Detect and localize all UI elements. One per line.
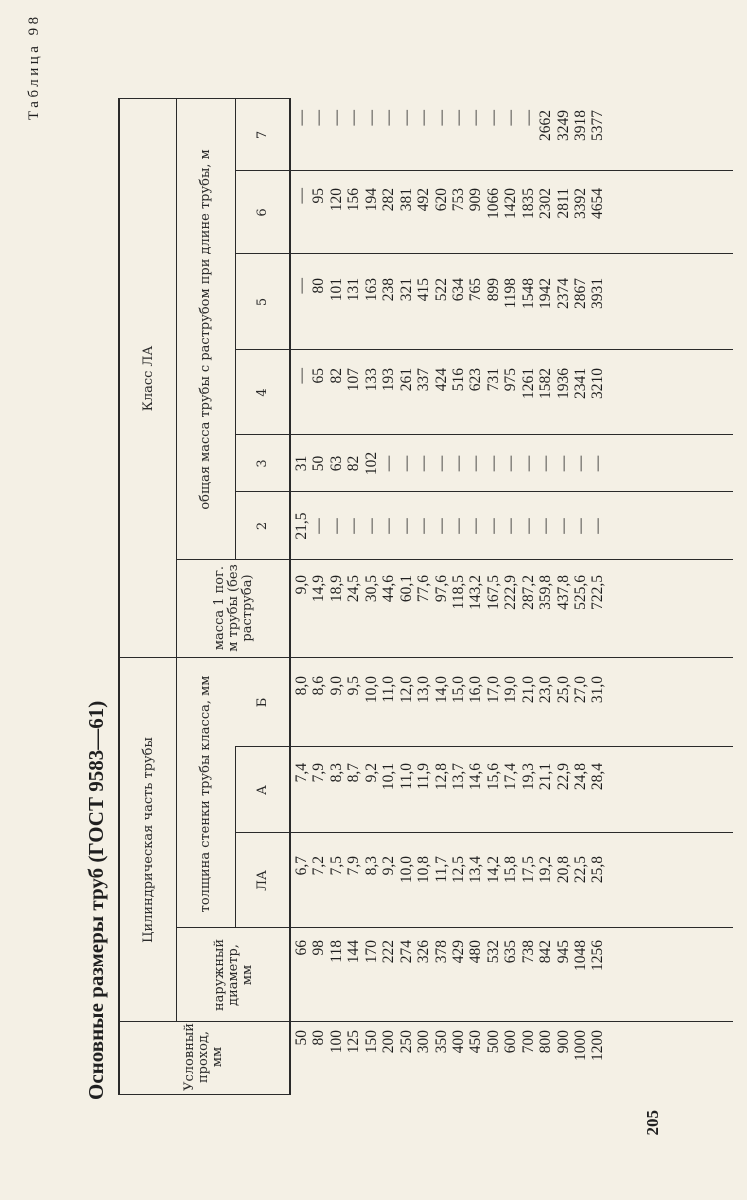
table-cell: 10,1 [380, 763, 398, 791]
table-cell: 600 [502, 1030, 520, 1054]
header-wall-la: ЛА [255, 870, 270, 891]
col-mass-4m [293, 368, 730, 430]
table-cell: 492 [415, 188, 433, 212]
table-cell: 222 [380, 940, 398, 964]
header-outer-diameter: наружный диаметр, мм [212, 938, 255, 1012]
table-cell: 28,4 [589, 763, 607, 791]
table-cell: 19,3 [519, 763, 537, 791]
table-cell: 378 [432, 940, 450, 964]
table-cell: 13,7 [449, 763, 467, 791]
table-cell: 17,5 [519, 856, 537, 884]
table-cell: 765 [467, 278, 485, 302]
table-cell: — [502, 455, 520, 472]
table-cell: — [327, 110, 345, 126]
table-cell: 21,0 [519, 676, 537, 704]
table-cell: 326 [415, 940, 433, 964]
table-cell: 24,5 [345, 575, 363, 603]
table-cell: 359,8 [537, 575, 555, 610]
table-cell: 19,0 [502, 676, 520, 704]
table-cell: — [589, 518, 607, 534]
table-cell: 82 [345, 455, 363, 472]
table-cell: 7,4 [293, 763, 310, 783]
table-top-rule [118, 98, 120, 1095]
table-cell: 15,0 [449, 676, 467, 704]
table-cell: — [310, 110, 328, 126]
header-mass-per-meter: масса 1 пог. м трубы (без раструба) [212, 564, 255, 652]
table-cell: 8,3 [327, 763, 345, 783]
table-cell: 15,6 [484, 763, 502, 791]
table-cell: 300 [415, 1030, 433, 1054]
sep-wall-la [235, 832, 733, 833]
table-cell: — [537, 455, 555, 472]
table-cell: 522 [432, 278, 450, 302]
table-cell: 144 [345, 940, 363, 964]
table-cell: 14,2 [484, 856, 502, 884]
table-cell: 15,8 [502, 856, 520, 884]
table-cell: 8,3 [362, 856, 380, 876]
table-cell: 842 [537, 940, 555, 964]
table-cell: 1256 [589, 940, 607, 971]
table-cell: 31 [293, 455, 310, 472]
table-cell: 10,0 [362, 676, 380, 704]
table-cell: 30,5 [362, 575, 380, 603]
table-cell: — [467, 455, 485, 472]
table-cell: 50 [293, 1030, 310, 1046]
table-cell: — [380, 518, 398, 534]
table-cell: 287,2 [519, 575, 537, 610]
table-cell: 19,2 [537, 856, 555, 884]
table-cell: 12,0 [397, 676, 415, 704]
table-cell: 635 [502, 940, 520, 964]
table-cell: 3918 [572, 110, 589, 141]
table-cell: 7,9 [345, 856, 363, 876]
table-cell: — [484, 455, 502, 472]
header-total-mass: общая масса трубы с раструбом при длине трубы, м [198, 149, 213, 510]
table-cell: 261 [397, 368, 415, 392]
sep-bore [118, 1021, 733, 1022]
table-cell: 532 [484, 940, 502, 964]
table-cell: 6,7 [293, 856, 310, 876]
table-cell: — [397, 518, 415, 534]
col-mass-7m [293, 110, 730, 166]
table-cell: 2811 [554, 188, 572, 219]
table-cell: 50 [310, 455, 328, 472]
table-cell: 350 [432, 1030, 450, 1054]
col-mass-5m [293, 278, 730, 340]
table-cell: 909 [467, 188, 485, 212]
header-length-5: 5 [255, 297, 270, 307]
table-cell: 21,1 [537, 763, 555, 791]
header-length-4: 4 [255, 388, 270, 397]
table-cell: — [449, 455, 467, 472]
table-cell: — [554, 455, 572, 472]
table-cell: 65 [310, 368, 328, 384]
table-cell: 7,5 [327, 856, 345, 876]
table-cell: — [484, 110, 502, 126]
page-title: Основные размеры труб (ГОСТ 9583—61) [84, 700, 108, 1100]
table-cell: 8,6 [310, 676, 328, 696]
col-wall-b [293, 676, 730, 738]
table-cell: 3210 [589, 368, 607, 399]
table-cell: — [589, 455, 607, 472]
table-cell: — [467, 110, 485, 126]
table-cell: 22,9 [554, 763, 572, 791]
table-cell: 1198 [502, 278, 520, 309]
table-cell: 525,6 [572, 575, 589, 610]
table-left-rule [118, 1094, 290, 1095]
table-cell: — [449, 518, 467, 534]
table-cell: 101 [327, 278, 345, 302]
table-cell: — [293, 188, 310, 204]
table-cell: 118 [327, 940, 345, 963]
table-cell: 722,5 [589, 575, 607, 610]
table-cell: 1000 [572, 1030, 589, 1061]
table-cell: — [554, 518, 572, 534]
col-mass-3m [293, 435, 730, 492]
table-cell: 1420 [502, 188, 520, 219]
table-cell: 11,9 [415, 763, 433, 790]
table-cell: 753 [449, 188, 467, 212]
table-cell: 945 [554, 940, 572, 964]
table-cell: — [345, 110, 363, 126]
header-length-2: 2 [255, 521, 270, 531]
table-cell: 25,0 [554, 676, 572, 704]
table-cell: — [293, 278, 310, 294]
table-cell: 321 [397, 278, 415, 302]
table-cell: 120 [327, 188, 345, 212]
table-cell: 16,0 [467, 676, 485, 704]
table-cell: — [397, 455, 415, 472]
table-cell: 899 [484, 278, 502, 302]
col-mass-6m [293, 188, 730, 250]
table-cell: 975 [502, 368, 520, 392]
table-cell: — [467, 518, 485, 534]
col-mass-per-meter [293, 575, 730, 645]
table-cell: 1582 [537, 368, 555, 399]
table-cell: 95 [310, 188, 328, 204]
table-cell: 282 [380, 188, 398, 212]
table-cell: — [449, 110, 467, 126]
table-cell: 450 [467, 1030, 485, 1054]
table-cell: 80 [310, 278, 328, 294]
table-cell: 381 [397, 188, 415, 212]
table-cell: 163 [362, 278, 380, 302]
table-cell: 100 [327, 1030, 345, 1054]
table-cell: 623 [467, 368, 485, 392]
table-cell: 44,6 [380, 575, 398, 603]
table-cell: — [415, 455, 433, 472]
table-cell: 193 [380, 368, 398, 392]
table-cell: 4654 [589, 188, 607, 219]
table-cell: 3249 [554, 110, 572, 141]
table-cell: — [327, 518, 345, 534]
table-cell: 23,0 [537, 676, 555, 704]
table-cell: 143,2 [467, 575, 485, 610]
table-cell: 118,5 [449, 575, 467, 610]
header-cylindrical-part: Цилиндрическая часть трубы [141, 737, 156, 943]
table-cell: — [484, 518, 502, 534]
table-cell: 250 [397, 1030, 415, 1054]
table-cell: 9,2 [362, 763, 380, 783]
table-cell: 2662 [537, 110, 555, 141]
table-cell: — [362, 518, 380, 534]
table-cell: — [572, 518, 589, 534]
table-cell: 13,4 [467, 856, 485, 884]
table-cell: 66 [293, 940, 310, 956]
sep-6-7 [235, 170, 733, 171]
table-cell: — [415, 110, 433, 126]
table-cell: 21,5 [293, 512, 310, 540]
table-cell: 97,6 [432, 575, 450, 603]
table-cell: 12,8 [432, 763, 450, 791]
table-caption: Таблица 98 [26, 13, 42, 120]
table-cell: 133 [362, 368, 380, 392]
table-cell: 1048 [572, 940, 589, 971]
hrule-lengths [235, 99, 236, 560]
table-cell: 10,0 [397, 856, 415, 884]
table-cell: 800 [537, 1030, 555, 1054]
table-cell: 7,9 [310, 763, 328, 783]
table-cell: 125 [345, 1030, 363, 1054]
table-cell: 11,0 [380, 676, 398, 703]
table-cell: 8,7 [345, 763, 363, 783]
table-cell: 102 [362, 451, 380, 476]
table-cell: — [502, 110, 520, 126]
table-cell: 82 [327, 368, 345, 384]
table-cell: 700 [519, 1030, 537, 1054]
col-mass-2m [293, 492, 730, 560]
table-cell: 1548 [519, 278, 537, 309]
table-cell: — [519, 518, 537, 534]
table-cell: 1200 [589, 1030, 607, 1061]
col-wall-a [293, 763, 730, 823]
sep-4-5 [235, 349, 733, 350]
table-cell: 7,2 [310, 856, 328, 876]
table-cell: 2867 [572, 278, 589, 309]
table-cell: 620 [432, 188, 450, 212]
table-cell: — [310, 518, 328, 534]
table-cell: — [519, 110, 537, 126]
table-cell: 337 [415, 368, 433, 392]
sep-wall-a [235, 746, 733, 747]
hrule-class [176, 99, 177, 658]
table-cell: 274 [397, 940, 415, 964]
col-nominal-bore [293, 1030, 730, 1088]
header-length-7: 7 [255, 130, 270, 140]
table-cell: — [380, 455, 398, 472]
table-cell: 424 [432, 368, 450, 392]
table-cell: 18,9 [327, 575, 345, 603]
table-cell: 22,5 [572, 856, 589, 884]
table-cell: 170 [362, 940, 380, 964]
table-cell: 480 [467, 940, 485, 964]
table-cell: 3392 [572, 188, 589, 219]
table-cell: 738 [519, 940, 537, 964]
table-cell: — [537, 518, 555, 534]
table-cell: — [345, 518, 363, 534]
table-cell: 9,0 [293, 575, 310, 595]
header-length-6: 6 [255, 208, 270, 217]
table-cell: 131 [345, 278, 363, 302]
col-wall-la [293, 856, 730, 916]
table-cell: 17,0 [484, 676, 502, 704]
table-cell: 11,0 [397, 763, 415, 790]
table-cell: 400 [449, 1030, 467, 1054]
table-cell: 9,2 [380, 856, 398, 876]
table-cell: 3931 [589, 278, 607, 309]
hrule-cyl [176, 658, 177, 1022]
table-cell: 60,1 [397, 575, 415, 603]
table-cell: 14,9 [310, 575, 328, 603]
table-cell: 1936 [554, 368, 572, 399]
table-cell: 2341 [572, 368, 589, 399]
table-cell: 5377 [589, 110, 607, 141]
table-cell: 731 [484, 368, 502, 392]
table-cell: 415 [415, 278, 433, 302]
table-cell: 25,8 [589, 856, 607, 884]
header-length-3: 3 [255, 459, 270, 468]
table-cell: — [380, 110, 398, 126]
header-nominal-bore: Условный проход, мм [182, 1023, 225, 1091]
table-cell: 24,8 [572, 763, 589, 791]
table-header-rule [289, 98, 291, 1095]
table-cell: 27,0 [572, 676, 589, 704]
hrule-wall [235, 747, 236, 928]
table-cell: 14,0 [432, 676, 450, 704]
table-cell: 437,8 [554, 575, 572, 610]
table-cell: 20,8 [554, 856, 572, 884]
table-cell: 429 [449, 940, 467, 964]
table-cell: 98 [310, 940, 328, 956]
table-cell: 516 [449, 368, 467, 392]
table-cell: — [415, 518, 433, 534]
table-cell: 200 [380, 1030, 398, 1054]
table-cell: — [362, 110, 380, 126]
header-wall-b: Б [255, 697, 270, 708]
header-wall-thickness: толщина стенки трубы класса, мм [198, 675, 213, 913]
table-cell: 1835 [519, 188, 537, 219]
table-cell: 17,4 [502, 763, 520, 791]
page-number: 205 [643, 1110, 662, 1136]
table-cell: — [432, 455, 450, 472]
table-cell: 222,9 [502, 575, 520, 610]
table-cell: 1066 [484, 188, 502, 219]
table-cell: 31,0 [589, 676, 607, 704]
table-cell: 900 [554, 1030, 572, 1054]
table-cell: 80 [310, 1030, 328, 1046]
col-outer-diameter [293, 940, 730, 1010]
table-cell: 77,6 [415, 575, 433, 603]
table-cell: 2374 [554, 278, 572, 309]
table-cell: — [502, 518, 520, 534]
table-cell: 156 [345, 188, 363, 212]
table-cell: — [293, 368, 310, 384]
table-cell: 500 [484, 1030, 502, 1054]
table-cell: 107 [345, 368, 363, 392]
table-cell: 11,7 [432, 856, 450, 883]
table-cell: 167,5 [484, 575, 502, 610]
table-cell: — [572, 455, 589, 472]
table-cell: — [293, 110, 310, 126]
sep-5-6 [235, 253, 733, 254]
table-cell: 2302 [537, 188, 555, 219]
table-cell: 634 [449, 278, 467, 302]
table-cell: 13,0 [415, 676, 433, 704]
table-cell: 8,0 [293, 676, 310, 696]
table-cell: 238 [380, 278, 398, 302]
table-cell: — [519, 455, 537, 472]
table-cell: 194 [362, 188, 380, 212]
sep-cyl-mass [118, 657, 733, 658]
table-cell: 1261 [519, 368, 537, 399]
table-cell: — [397, 110, 415, 126]
table-cell: 150 [362, 1030, 380, 1054]
header-class-la: Класс ЛА [141, 345, 156, 412]
table-cell: — [432, 518, 450, 534]
table-cell: 9,0 [327, 676, 345, 696]
table-cell: 14,6 [467, 763, 485, 791]
table-cell: 1942 [537, 278, 555, 309]
table-cell: 63 [327, 455, 345, 472]
table-cell: 12,5 [449, 856, 467, 884]
header-wall-a: А [255, 785, 270, 795]
table-cell: — [432, 110, 450, 126]
table-cell: 9,5 [345, 676, 363, 696]
table-cell: 10,8 [415, 856, 433, 884]
